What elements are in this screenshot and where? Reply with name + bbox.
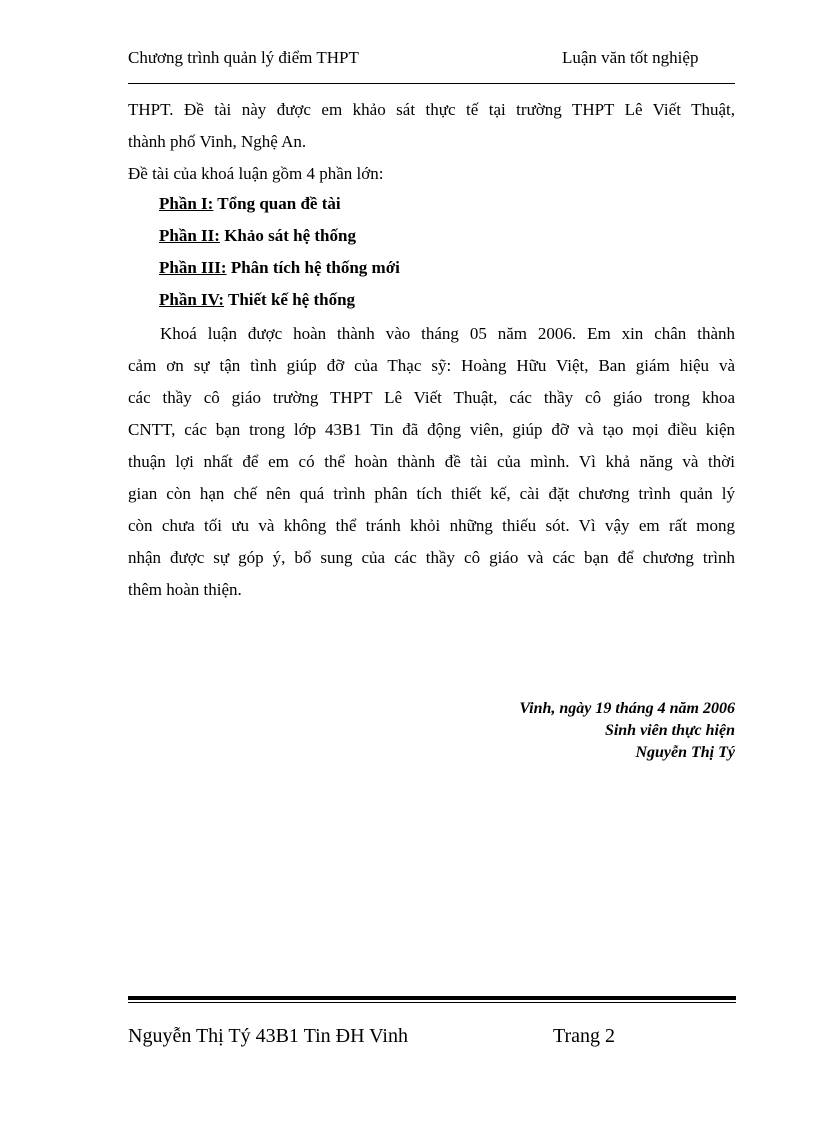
- paragraph-line: THPT. Đề tài này được em khảo sát thực tế tại trường THPT Lê Viết Thuật,: [128, 100, 735, 119]
- paragraph-line: còn chưa tối ưu và không thể tránh khỏi những thiếu sót. Vì vậy em rất mong: [128, 516, 735, 535]
- section-item: [159, 290, 355, 310]
- closing-paragraph: [128, 318, 735, 606]
- section-label: Phần III:: [159, 258, 227, 277]
- page-number: Trang 2: [553, 1025, 616, 1047]
- header-subtitle: Luận văn tốt nghiệp: [562, 48, 699, 67]
- paragraph-line: cảm ơn sự tận tình giúp đỡ của Thạc sỹ: Hoàng Hữu Việt, Ban giám hiệu và: [128, 356, 735, 375]
- paragraph-line: thêm hoàn thiện.: [128, 580, 242, 599]
- paragraph-line: Khoá luận được hoàn thành vào tháng 05 năm 2006. Em xin chân thành: [160, 324, 735, 343]
- header-rule: [128, 83, 735, 84]
- footer-rule-thin: [128, 1002, 736, 1003]
- section-label: Phần II:: [159, 226, 220, 245]
- section-label: Phần I:: [159, 194, 214, 213]
- section-item: [159, 226, 356, 246]
- signature-name: Nguyễn Thị Tý: [635, 744, 735, 761]
- section-title: Tổng quan đề tài: [217, 194, 341, 213]
- section-title: Phân tích hệ thống mới: [230, 258, 400, 277]
- structure-intro: Đề tài của khoá luận gồm 4 phần lớn:: [128, 164, 384, 183]
- section-title: Thiết kế hệ thống: [228, 290, 356, 309]
- footer-rule: [128, 996, 736, 1000]
- paragraph-line: thành phố Vinh, Nghệ An.: [128, 132, 307, 151]
- footer-author: Nguyễn Thị Tý 43B1 Tin ĐH Vinh: [128, 1025, 408, 1047]
- signature-role: Sinh viên thực hiện: [604, 722, 735, 739]
- paragraph-line: các thầy cô giáo trường THPT Lê Viết Thuật, các thầy cô giáo trong khoa: [128, 388, 735, 407]
- paragraph-line: nhận được sự góp ý, bổ sung của các thầy cô giáo và các bạn để chương trình: [128, 548, 735, 567]
- section-item: [159, 258, 400, 278]
- section-title: Khảo sát hệ thống: [224, 226, 356, 245]
- header-title: Chương trình quản lý điểm THPT: [128, 48, 359, 67]
- section-item: [159, 194, 341, 214]
- intro-paragraph: [128, 94, 735, 190]
- paragraph-line: gian còn hạn chế nên quá trình phân tích thiết kế, cài đặt chương trình quản lý: [128, 484, 735, 503]
- paragraph-line: thuận lợi nhất để em có thể hoàn thành đề tài của mình. Vì khả năng và thời: [128, 452, 735, 471]
- section-label: Phần IV:: [159, 290, 225, 309]
- paragraph-line: CNTT, các bạn trong lớp 43B1 Tin đã động viên, giúp đỡ và tạo mọi điều kiện: [128, 420, 735, 439]
- signature-date: Vinh, ngày 19 tháng 4 năm 2006: [519, 700, 735, 717]
